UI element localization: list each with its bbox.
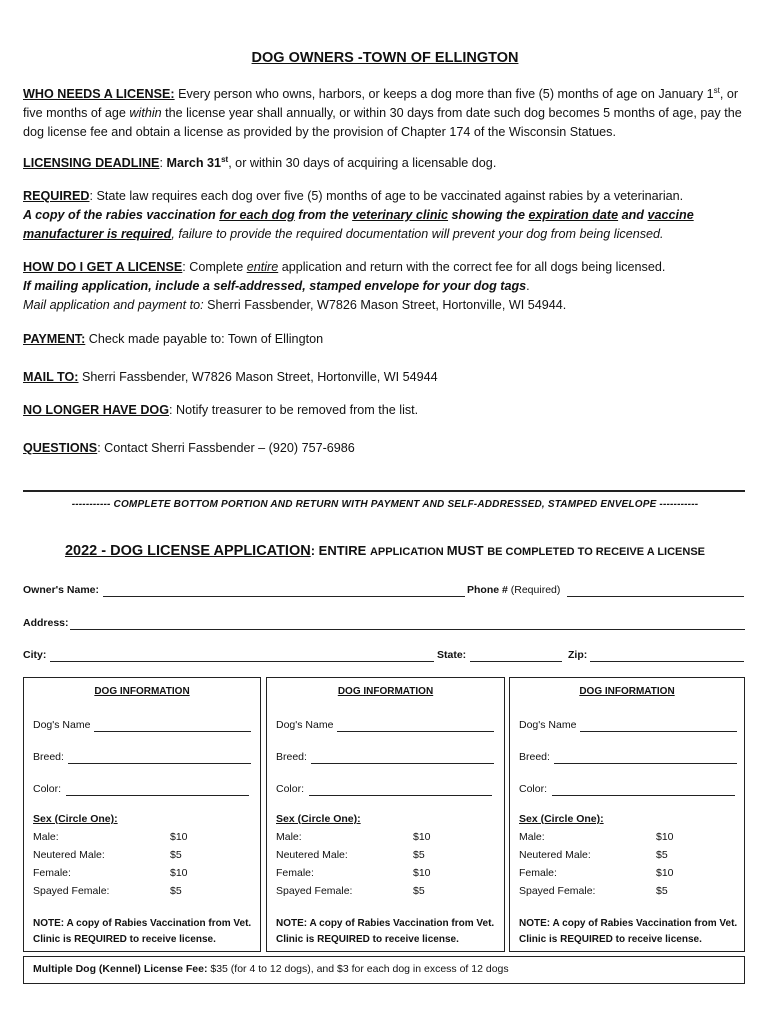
fee-row-female[interactable]: Female: $10	[33, 867, 188, 879]
dog-name-label: Dog's Name	[276, 719, 334, 731]
payment-line: PAYMENT: Check made payable to: Town of Ellington	[23, 332, 324, 346]
dog-name-field[interactable]	[580, 731, 737, 732]
city-label: City:	[23, 649, 47, 661]
who-needs-paragraph: WHO NEEDS A LICENSE: Every person who owns, harbors, or keeps a dog more than five (5) months of age on January 1st, or five months of age within the license year shall annually, or within 30 days from date such dog becomes 5 months of age, pay the dog license fee and obtain a license as provided by the provision of Chapter 174 of the Wisconsin Statues.	[23, 85, 742, 139]
color-field[interactable]	[552, 795, 735, 796]
kennel-fee-label: Multiple Dog (Kennel) License Fee:	[33, 963, 208, 975]
dog-info-box-1	[23, 677, 261, 952]
breed-label: Breed:	[519, 751, 550, 763]
who-needs-label: WHO NEEDS A LICENSE:	[23, 87, 175, 101]
application-title: 2022 - DOG LICENSE APPLICATION: ENTIRE APPLICATION MUST BE COMPLETED TO RECEIVE A LICENSE	[64, 543, 706, 559]
kennel-fee-text: $35 (for 4 to 12 dogs), and $3 for each dog in excess of 12 dogs	[207, 963, 509, 975]
dog-name-label: Dog's Name	[33, 719, 91, 731]
zip-field[interactable]	[590, 661, 744, 662]
zip-label: Zip:	[568, 649, 588, 661]
fee-row-neutered-male[interactable]: Neutered Male: $5	[519, 849, 668, 861]
no-longer-have-dog-line: NO LONGER HAVE DOG: Notify treasurer to be removed from the list.	[23, 403, 419, 417]
dog-info-header: DOG INFORMATION	[337, 686, 434, 697]
dog-info-box-2	[266, 677, 505, 952]
fee-row-female[interactable]: Female: $10	[276, 867, 431, 879]
dog-info-box-3	[509, 677, 745, 952]
fee-row-spayed-female[interactable]: Spayed Female: $5	[33, 885, 182, 897]
rabies-note: NOTE: A copy of Rabies Vaccination from Vet. Clinic is REQUIRED to receive license.	[519, 918, 738, 945]
address-field[interactable]	[70, 629, 745, 630]
owner-name-label: Owner's Name:	[23, 584, 100, 596]
state-label: State:	[437, 649, 467, 661]
rabies-note: NOTE: A copy of Rabies Vaccination from Vet. Clinic is REQUIRED to receive license.	[276, 918, 495, 945]
how-to-paragraph: HOW DO I GET A LICENSE: Complete entire application and return with the correct fee for all dogs being licensed. If mailing application, include a self-addressed, stamped envelope for your dog tags. Mail application and payment to: Sherri Fassbender, W7826 Mason Street, Hortonville, WI 54944.	[23, 260, 666, 312]
fee-row-male[interactable]: Male: $10	[33, 831, 188, 843]
color-label: Color:	[276, 783, 305, 795]
phone-field[interactable]	[567, 596, 744, 597]
fee-row-spayed-female[interactable]: Spayed Female: $5	[276, 885, 425, 897]
fee-row-male[interactable]: Male: $10	[276, 831, 431, 843]
breed-field[interactable]	[311, 763, 494, 764]
fee-row-neutered-male[interactable]: Neutered Male: $5	[276, 849, 425, 861]
required-paragraph: REQUIRED: State law requires each dog over five (5) months of age to be vaccinated against rabies by a veterinarian. A copy of the rabies vaccination for each dog from the veterinary clinic showing the expiration date and vaccine manufacturer is required, failure to provide the required documentation will prevent your dog from being licensed.	[23, 189, 694, 241]
city-field[interactable]	[50, 661, 434, 662]
dog-name-label: Dog's Name	[519, 719, 577, 731]
color-field[interactable]	[309, 795, 492, 796]
breed-label: Breed:	[33, 751, 64, 763]
state-field[interactable]	[470, 661, 562, 662]
deadline-label: LICENSING DEADLINE	[23, 156, 160, 170]
sex-header: Sex (Circle One):	[33, 813, 118, 825]
required-label: REQUIRED	[23, 189, 90, 203]
kennel-fee-box	[23, 956, 745, 984]
color-label: Color:	[33, 783, 62, 795]
breed-label: Breed:	[276, 751, 307, 763]
fee-row-female[interactable]: Female: $10	[519, 867, 674, 879]
phone-label: Phone # (Required)	[467, 584, 561, 596]
address-label: Address:	[23, 617, 69, 629]
color-field[interactable]	[66, 795, 249, 796]
breed-field[interactable]	[554, 763, 737, 764]
owner-name-field[interactable]	[103, 596, 465, 597]
sex-header: Sex (Circle One):	[519, 813, 604, 825]
fee-row-spayed-female[interactable]: Spayed Female: $5	[519, 885, 668, 897]
dog-info-header: DOG INFORMATION	[94, 686, 190, 697]
rabies-note: NOTE: A copy of Rabies Vaccination from Vet. Clinic is REQUIRED to receive license.	[33, 918, 252, 945]
dog-name-field[interactable]	[337, 731, 494, 732]
how-to-label: HOW DO I GET A LICENSE	[23, 260, 183, 274]
dog-info-header: DOG INFORMATION	[579, 686, 675, 697]
dog-name-field[interactable]	[94, 731, 251, 732]
mail-to-line: MAIL TO: Sherri Fassbender, W7826 Mason Street, Hortonville, WI 54944	[23, 370, 438, 384]
cut-divider	[23, 490, 745, 492]
questions-line: QUESTIONS: Contact Sherri Fassbender – (920) 757-6986	[23, 441, 355, 455]
page-title: DOG OWNERS -TOWN OF ELLINGTON	[251, 50, 519, 66]
fee-row-male[interactable]: Male: $10	[519, 831, 674, 843]
sex-header: Sex (Circle One):	[276, 813, 361, 825]
deadline-paragraph: LICENSING DEADLINE: March 31st, or within 30 days of acquiring a licensable dog.	[23, 154, 497, 170]
color-label: Color:	[519, 783, 548, 795]
return-instructions: ----------- COMPLETE BOTTOM PORTION AND RETURN WITH PAYMENT AND SELF-ADDRESSED, STAMPED ENVELOPE -----------	[71, 499, 699, 510]
breed-field[interactable]	[68, 763, 251, 764]
fee-row-neutered-male[interactable]: Neutered Male: $5	[33, 849, 182, 861]
